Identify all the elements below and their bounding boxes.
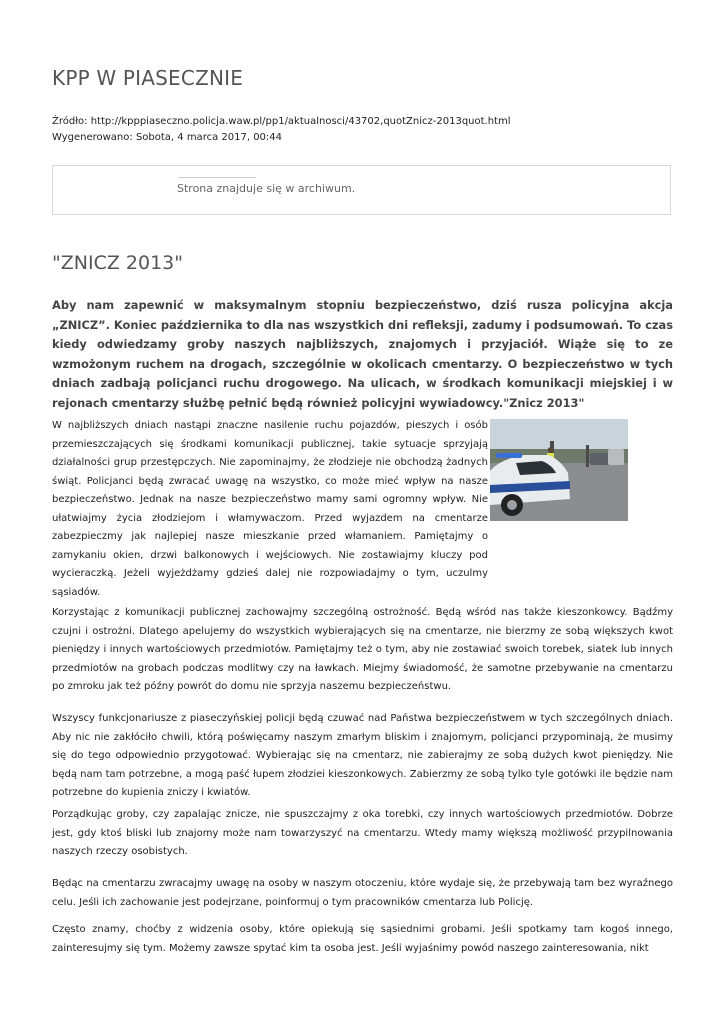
generated-date-line: Wygenerowano: Sobota, 4 marca 2017, 00:44: [52, 132, 283, 143]
police-car-illustration: [490, 419, 628, 521]
police-car-photo: [490, 419, 628, 521]
article-paragraph: Korzystając z komunikacji publicznej zachowajmy szczególną ostrożność. Będą wśród nas także kieszonkowcy. Bądźmy czujni i ostrożni. Dlatego apelujemy do wszystkich wybierających się na cmentarze, nie bierzmy ze sobą większych kwot pieniędzy i innych wartościowych przedmiotów. Pamiętajmy też o tym, aby nie zostawiać swoich torebek, siatek lub innych przedmiotów na grobach podczas modlitwy czy na ławkach. Miejmy świadomość, że samotne przebywanie na cmentarzu po zmroku jak też późny powrót do domu nie sprzyja naszemu bezpieczeństwu.: [52, 607, 673, 692]
article-lead: Aby nam zapewnić w maksymalnym stopniu bezpieczeństwo, dziś rusza policyjna akcja „ZNICZ”. Koniec października to dla nas wszystkich dni refleksji, zadumy i podsumowań. To czas kiedy odwiedzamy groby naszych najbliższych, znajomych i przyjaciół. Wiąże się to ze wzmożonym ruchem na drogach, szczególnie w okolicach cmentarzy. O bezpieczeństwo w tych dniach zadbają policjanci ruchu drogowego. Na ulicach, w środkach komunikacji miejskiej i w rejonach cmentarzy służbę pełnić będą również policyjni wywiadowcy."Znicz 2013": [52, 298, 673, 410]
source-url-line: Źródło: http://kpppiaseczno.policja.waw.pl/pp1/aktualnosci/43702,quotZnicz-2013quot.html: [52, 116, 511, 127]
source-meta: [52, 114, 511, 146]
archive-notice-text: Strona znajduje się w archiwum.: [177, 182, 356, 195]
archive-divider: [178, 177, 256, 178]
article-paragraph: Wszyscy funkcjonariusze z piaseczyńskiej policji będą czuwać nad Państwa bezpieczeństwem w tych szczególnych dniach. Aby nic nie zakłóciło chwili, którą poświęcamy naszym zmarłym bliskim i znajomym, policjanci przypominają, że musimy się do tego odpowiednio przygotować. Wybierając się na cmentarz, nie zabierajmy ze sobą dużych kwot pieniędzy. Nie będą nam tam potrzebne, a mogą paść łupem złodziei kieszonkowych. Zabierzmy ze sobą tylko tyle gotówki ile będzie nam potrzebne do kupienia zniczy i kwiatów.: [52, 713, 673, 798]
article-paragraph: Będąc na cmentarzu zwracajmy uwagę na osoby w naszym otoczeniu, które wydaje się, że przebywają tam bez wyraźnego celu. Jeśli ich zachowanie jest podejrzane, poinformuj o tym pracowników cmentarza lub Policję.: [52, 878, 673, 908]
article-paragraph: W najbliższych dniach nastąpi znaczne nasilenie ruchu pojazdów, pieszych i osób przemieszczających się środkami komunikacji publicznej, takie sytuacje sprzyjają działalności grup przestępczych. Nie zapominajmy, że złodzieje nie obchodzą żadnych świąt. Policjanci będą zwracać uwagę na wszystko, co może mieć wpływ na nasze bezpieczeństwo. Jednak na nasze bezpieczeństwo mamy sami ogromny wpływ. Nie ułatwiajmy życia złodziejom i włamywaczom. Przed wyjazdem na cmentarze zabezpieczmy jak najlepiej nasze mieszkanie przed włamaniem. Pamiętajmy o zamykaniu okien, drzwi balkonowych i wejściowych. Nie zostawiajmy kluczy pod wycieraczką. Jeżeli wyjeżdżamy gdzieś dalej nie rozpowiadajmy o tym, uczulmy sąsiadów.: [52, 420, 488, 598]
archive-notice-box: [52, 165, 671, 215]
site-title: KPP W PIASECZNIE: [52, 66, 244, 90]
article-paragraph: Porządkując groby, czy zapalając znicze, nie spuszczajmy z oka torebki, czy innych wartościowych przedmiotów. Dobrze jest, gdy ktoś bliski lub znajomy może nam towarzyszyć na cmentarzu. Wtedy mamy większą możliwość przypilnowania naszych rzeczy osobistych.: [52, 809, 673, 857]
article-paragraph: Często znamy, choćby z widzenia osoby, które opiekują się sąsiednimi grobami. Jeśli spotkamy tam kogoś innego, zainteresujmy się tym. Możemy zawsze spytać kim ta osoba jest. Jeśli wyjaśnimy powód naszego zainteresowania, nikt: [52, 924, 673, 954]
article-title: "ZNICZ 2013": [52, 252, 183, 274]
